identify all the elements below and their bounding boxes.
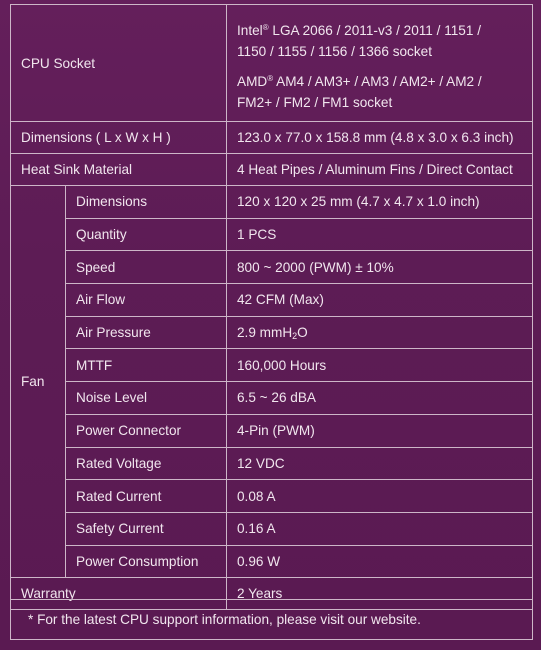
value-subscript: 2 bbox=[292, 330, 298, 341]
fan-row bbox=[11, 545, 533, 578]
spec-label: Warranty bbox=[11, 578, 227, 610]
fan-spec-value: 6.5 ~ 26 dBA bbox=[227, 382, 533, 415]
fan-row bbox=[11, 414, 533, 447]
fan-spec-label: Speed bbox=[66, 251, 227, 284]
intel-brand: Intel bbox=[237, 23, 263, 38]
fan-spec-label: Safety Current bbox=[66, 512, 227, 545]
fan-spec-value: 160,000 Hours bbox=[227, 349, 533, 382]
intel-sockets-line-2: 1150 / 1155 / 1156 / 1366 socket bbox=[237, 44, 432, 59]
spec-row-cpu-socket bbox=[11, 5, 533, 122]
fan-spec-label: Power Consumption bbox=[66, 545, 227, 578]
fan-row bbox=[11, 218, 533, 251]
value-text: O bbox=[297, 324, 308, 340]
registered-mark: ® bbox=[262, 23, 269, 32]
fan-spec-value: 0.16 A bbox=[227, 512, 533, 545]
fan-spec-label: Dimensions bbox=[66, 186, 227, 219]
spec-value: 2 Years bbox=[227, 578, 533, 610]
fan-spec-value bbox=[227, 316, 533, 349]
spec-value: 123.0 x 77.0 x 158.8 mm (4.8 x 3.0 x 6.3 inch) bbox=[227, 122, 533, 154]
fan-spec-label: Noise Level bbox=[66, 382, 227, 415]
fan-row bbox=[11, 316, 533, 349]
fan-group-label: Fan bbox=[11, 186, 66, 578]
fan-row bbox=[11, 284, 533, 317]
spec-row-dimensions bbox=[11, 122, 533, 154]
fan-spec-value: 0.08 A bbox=[227, 480, 533, 513]
fan-row bbox=[11, 512, 533, 545]
fan-spec-label: Rated Current bbox=[66, 480, 227, 513]
fan-spec-label: Quantity bbox=[66, 218, 227, 251]
fan-row bbox=[11, 251, 533, 284]
fan-spec-value: 120 x 120 x 25 mm (4.7 x 4.7 x 1.0 inch) bbox=[227, 186, 533, 219]
fan-row bbox=[11, 382, 533, 415]
spec-label: Heat Sink Material bbox=[11, 154, 227, 186]
fan-spec-value: 800 ~ 2000 (PWM) ± 10% bbox=[227, 251, 533, 284]
spec-value-cpu-socket bbox=[227, 5, 533, 122]
fan-row bbox=[11, 349, 533, 382]
footnote: * For the latest CPU support information, please visit our website. bbox=[10, 599, 533, 640]
amd-brand: AMD bbox=[237, 74, 268, 89]
fan-spec-label: MTTF bbox=[66, 349, 227, 382]
fan-spec-value: 1 PCS bbox=[227, 218, 533, 251]
fan-spec-label: Power Connector bbox=[66, 414, 227, 447]
spec-label: CPU Socket bbox=[11, 5, 227, 122]
amd-socket-list bbox=[237, 68, 532, 113]
amd-sockets-line-2: FM2+ / FM2 / FM1 socket bbox=[237, 95, 393, 110]
fan-spec-value: 12 VDC bbox=[227, 447, 533, 480]
fan-spec-label: Air Flow bbox=[66, 284, 227, 317]
fan-spec-value: 4-Pin (PWM) bbox=[227, 414, 533, 447]
fan-row bbox=[11, 447, 533, 480]
spec-value: 4 Heat Pipes / Aluminum Fins / Direct Contact bbox=[227, 154, 533, 186]
spec-label: Dimensions ( L x W x H ) bbox=[11, 122, 227, 154]
registered-mark: ® bbox=[267, 74, 274, 83]
value-text: 2.9 mmH bbox=[237, 324, 293, 340]
fan-spec-label: Rated Voltage bbox=[66, 447, 227, 480]
fan-row bbox=[11, 186, 533, 219]
spec-table bbox=[10, 4, 533, 610]
amd-sockets-line-1: AM4 / AM3+ / AM3 / AM2+ / AM2 / bbox=[273, 74, 482, 89]
fan-spec-label: Air Pressure bbox=[66, 316, 227, 349]
fan-spec-value: 42 CFM (Max) bbox=[227, 284, 533, 317]
fan-row bbox=[11, 480, 533, 513]
intel-socket-list bbox=[237, 17, 532, 62]
intel-sockets-line-1: LGA 2066 / 2011-v3 / 2011 / 1151 / bbox=[268, 23, 481, 38]
spec-row-heat-sink bbox=[11, 154, 533, 186]
fan-spec-value: 0.96 W bbox=[227, 545, 533, 578]
